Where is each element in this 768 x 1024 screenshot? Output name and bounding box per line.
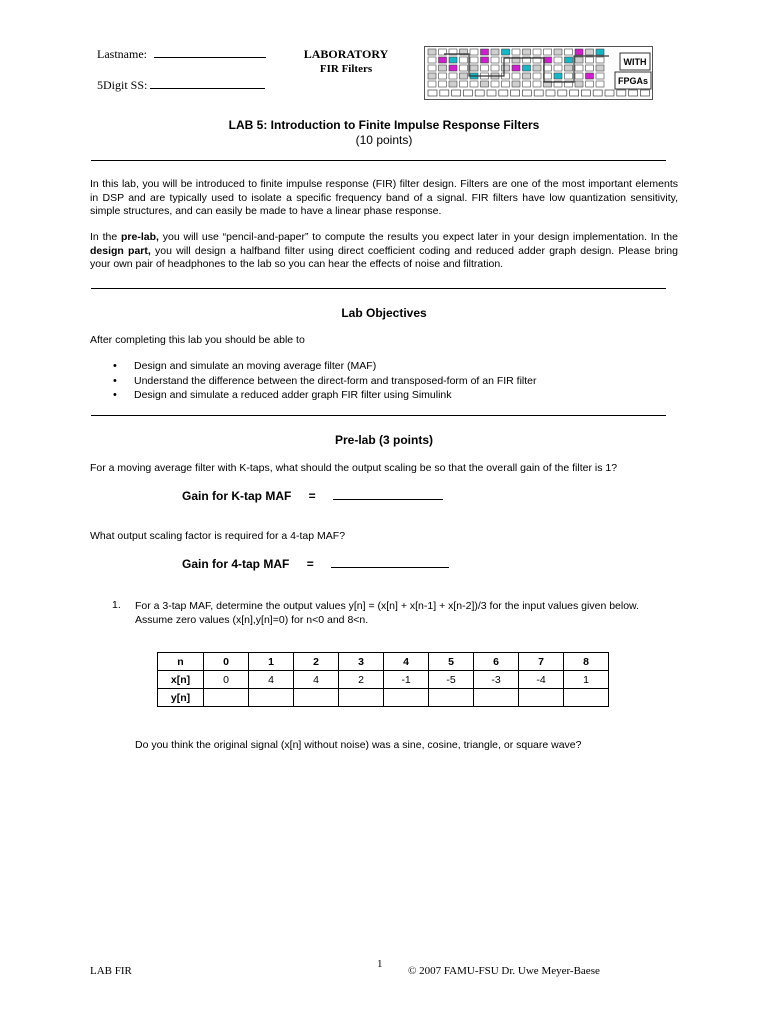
logo-cell [481, 81, 489, 87]
logo-cell [586, 65, 594, 71]
intro-paragraph-1: In this lab, you will be introduced to finite impulse response (FIR) filter design. Filters are one of the most important elements in DSP and are typically used to isolate a specific frequency band of a signal. FIR filters have low quantization sensitivity, simple structures, and can easily be made to have a linear phase response. [90, 178, 678, 217]
y-cell[interactable] [474, 689, 519, 707]
page-number: 1 [377, 958, 383, 970]
ss-blank[interactable] [150, 78, 265, 89]
logo-pin [546, 90, 555, 96]
logo-cell [586, 81, 594, 87]
logo-cell [460, 65, 468, 71]
logo-pin [640, 90, 649, 96]
logo-pin [522, 90, 531, 96]
logo-cell [481, 65, 489, 71]
logo-pin [440, 90, 449, 96]
logo-cell [565, 49, 573, 55]
logo-cell [586, 49, 594, 55]
logo-cell [460, 81, 468, 87]
prelab-question-2: What output scaling factor is required for a 4-tap MAF? [90, 530, 346, 542]
logo-cell [449, 73, 457, 79]
logo-cell [460, 57, 468, 63]
prelab-question-1: For a moving average filter with K-taps, what should the output scaling be so that the overall gain of the filter is 1? [90, 462, 618, 474]
logo-cell [565, 65, 573, 71]
logo-cell [470, 57, 478, 63]
logo-cell [575, 49, 583, 55]
footer-copyright: © 2007 FAMU-FSU Dr. Uwe Meyer-Baese [408, 965, 600, 977]
table-row: x[n] 0 4 4 2 -1 -5 -3 -4 1 [158, 671, 609, 689]
logo-pin [570, 90, 579, 96]
logo-cell [460, 73, 468, 79]
logo-cell [470, 65, 478, 71]
logo-pin [558, 90, 567, 96]
divider [91, 160, 666, 161]
logo-cell [449, 81, 457, 87]
logo-cell [575, 73, 583, 79]
formula-k-tap-label: Gain for K-tap MAF [182, 489, 292, 503]
points-label: (10 points) [355, 133, 413, 147]
objective-item: • Understand the difference between the direct-form and transposed-form of an FIR filter [90, 374, 680, 389]
logo-cell [523, 49, 531, 55]
lastname-label: Lastname: [97, 47, 147, 61]
logo-cell [596, 65, 604, 71]
logo-cell [428, 73, 436, 79]
formula-k-tap: Gain for K-tap MAF = [182, 489, 443, 503]
divider [91, 288, 666, 289]
logo-cell [491, 57, 499, 63]
objectives-list [90, 359, 680, 403]
logo-cell [481, 57, 489, 63]
objectives-heading: Lab Objectives [341, 306, 427, 320]
logo-cell [481, 49, 489, 55]
logo-cell [428, 57, 436, 63]
logo-cell [502, 81, 510, 87]
prelab-heading: Pre-lab (3 points) [334, 433, 433, 447]
logo-pin [487, 90, 496, 96]
logo-cell [544, 73, 552, 79]
logo-cell [554, 57, 562, 63]
logo-cell [586, 73, 594, 79]
logo-cell [439, 57, 447, 63]
logo-cell [502, 49, 510, 55]
logo-cell [565, 73, 573, 79]
logo-cell [491, 81, 499, 87]
logo-cell [575, 81, 583, 87]
4-tap-answer-blank[interactable] [331, 557, 449, 568]
logo-cell [449, 65, 457, 71]
y-cell[interactable] [384, 689, 429, 707]
item-text: For a 3-tap MAF, determine the output values y[n] = (x[n] + x[n-1] + x[n-2])/3 for the input values given below. Assume zero values (x[n],y[n]=0) for n<0 and 8<n. [135, 600, 639, 626]
logo-cell [533, 81, 541, 87]
ss-label: 5Digit SS: [97, 78, 148, 92]
logo-cell [544, 57, 552, 63]
objective-item: • Design and simulate an moving average filter (MAF) [90, 359, 680, 374]
logo-pin [499, 90, 508, 96]
logo-cell [470, 81, 478, 87]
logo-pin [428, 90, 437, 96]
y-cell[interactable] [429, 689, 474, 707]
logo-cell [544, 49, 552, 55]
k-tap-answer-blank[interactable] [333, 489, 443, 500]
footer-left: LAB FIR [90, 965, 132, 977]
logo-cell [596, 73, 604, 79]
logo-cell [596, 49, 604, 55]
logo-cell [575, 65, 583, 71]
logo-cell [586, 57, 594, 63]
logo-cell [523, 73, 531, 79]
objectives-lead: After completing this lab you should be able to [90, 334, 305, 346]
y-cell[interactable] [204, 689, 249, 707]
logo-cell [544, 65, 552, 71]
logo-cell [449, 57, 457, 63]
logo-pin [617, 90, 626, 96]
logo-cell [575, 57, 583, 63]
laboratory-label: LABORATORY [303, 47, 389, 61]
logo-cell [491, 49, 499, 55]
lastname-field[interactable] [97, 47, 266, 62]
formula-4-tap-label: Gain for 4-tap MAF [182, 557, 290, 571]
logo-cell [428, 65, 436, 71]
logo-cell [533, 49, 541, 55]
logo-pin [581, 90, 590, 96]
logo-cell [554, 49, 562, 55]
lab-topic: FIR Filters [319, 63, 373, 75]
logo-pin [452, 90, 461, 96]
logo-cell [512, 73, 520, 79]
lab-header [296, 47, 396, 77]
logo-pin [511, 90, 520, 96]
signal-question: Do you think the original signal (x[n] without noise) was a sine, cosine, triangle, or square wave? [135, 739, 582, 751]
logo-cell [470, 49, 478, 55]
y-cell[interactable] [249, 689, 294, 707]
y-cell[interactable] [519, 689, 564, 707]
item-number: 1. [112, 599, 121, 611]
ss-field[interactable] [97, 78, 265, 93]
page-title: LAB 5: Introduction to Finite Impulse Response Filters [228, 118, 540, 132]
logo-cell [512, 49, 520, 55]
divider [91, 415, 666, 416]
logo-cell [554, 73, 562, 79]
logo-pin [534, 90, 543, 96]
logo-fpgas-text: FPGAs [617, 76, 649, 86]
formula-4-tap: Gain for 4-tap MAF = [182, 557, 449, 571]
logo-cell [512, 65, 520, 71]
y-cell[interactable] [339, 689, 384, 707]
values-table [157, 652, 609, 707]
table-row: y[n] [158, 689, 609, 707]
logo-pin [463, 90, 472, 96]
logo-cell [533, 73, 541, 79]
logo-cell [491, 65, 499, 71]
table-row: n 0 1 2 3 4 5 6 7 8 [158, 653, 609, 671]
y-cell[interactable] [564, 689, 609, 707]
logo-cell [512, 81, 520, 87]
intro-paragraph-2: In the pre-lab, you will use “pencil-and-paper” to compute the results you expect later in your design implementation. In the design part, you will design a halfband filter using direct coefficient coding and reduced adder graph design. Please bring your own pair of headphones to the lab so you can hear the effects of noise and filtration. [90, 231, 678, 270]
logo-cell [533, 65, 541, 71]
logo-cell [428, 81, 436, 87]
logo-pin [475, 90, 484, 96]
logo-cell [439, 73, 447, 79]
logo-pin [605, 90, 614, 96]
logo-cell [523, 65, 531, 71]
logo-cell [565, 57, 573, 63]
logo-pin [593, 90, 602, 96]
lastname-blank[interactable] [154, 47, 266, 58]
logo-pin [629, 90, 638, 96]
y-cell[interactable] [294, 689, 339, 707]
logo-with-text: WITH [623, 57, 647, 67]
logo-cell [554, 65, 562, 71]
logo-cell [439, 65, 447, 71]
logo-cell [428, 49, 436, 55]
logo-cell [523, 81, 531, 87]
dsp-with-fpgas-logo [424, 46, 653, 100]
logo-cell [596, 57, 604, 63]
logo-cell [439, 81, 447, 87]
objective-item: • Design and simulate a reduced adder graph FIR filter using Simulink [90, 388, 680, 403]
logo-cell [596, 81, 604, 87]
logo-cell [502, 65, 510, 71]
